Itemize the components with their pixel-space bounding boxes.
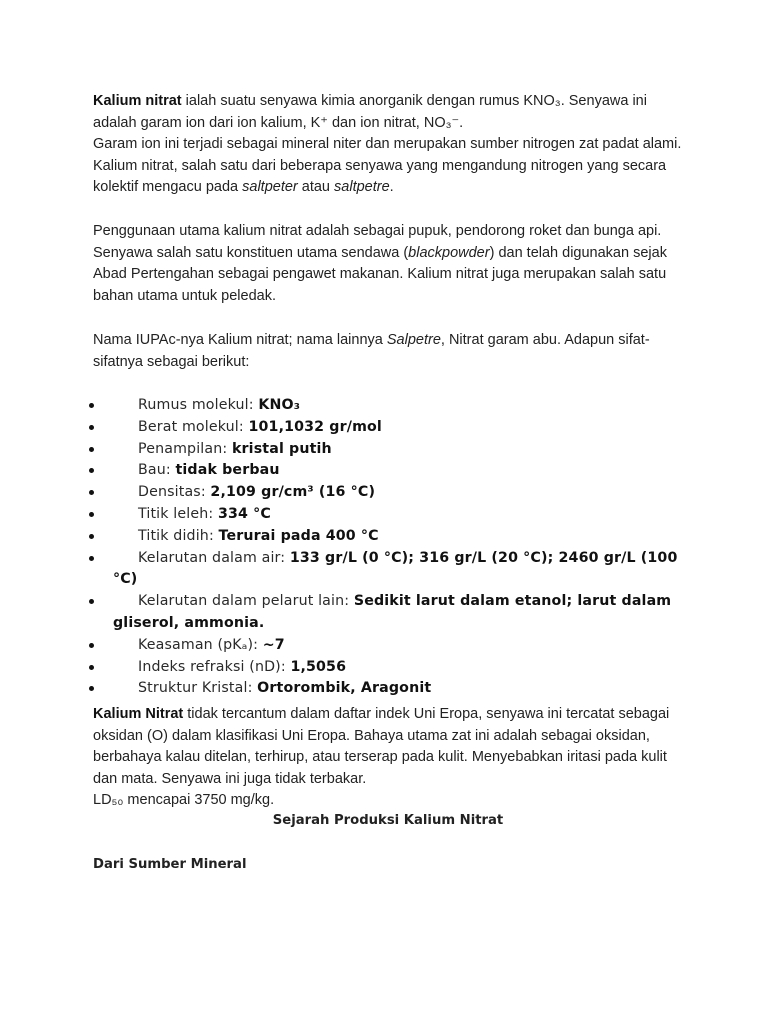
list-item	[88, 657, 688, 679]
property-label: Densitas:	[138, 484, 211, 501]
bullet-icon	[89, 534, 94, 539]
usage-text-1: Penggunaan utama kalium nitrat adalah sebagai pupuk, pendorong roket dan bunga api. Senyawa salah satu konstituen utama sendawa (	[93, 223, 662, 261]
property-value: kristal putih	[231, 440, 332, 457]
safety-text-1: tidak tercantum dalam daftar indek Uni Eropa, senyawa ini tercatat sebagai oksidan (O) dalam klasifikasi Uni Eropa. Bahaya utama zat ini adalah sebagai oksidan, berbahaya kalau ditelan, terhirup, atau terserap pada kulit. Menyebabkan iritasi pada kulit dan mata. Senyawa ini juga tidak terbakar.	[93, 706, 670, 787]
mineral-heading: Dari Sumber Mineral	[93, 857, 247, 872]
iupac-text-2: , Nitrat garam abu. Adapun sifat-sifatnya sebagai berikut:	[93, 332, 650, 370]
property-label: Struktur Kristal:	[138, 680, 258, 697]
intro-text-1: ialah suatu senyawa kimia anorganik dengan rumus KNO₃. Senyawa ini adalah garam ion dari ion kalium, K⁺ dan ion nitrat, NO₃⁻.	[93, 93, 647, 131]
bullet-icon	[89, 490, 94, 495]
list-item	[88, 526, 688, 548]
property-label: Kelarutan dalam air:	[138, 549, 290, 566]
history-heading: Sejarah Produksi Kalium Nitrat	[272, 813, 504, 828]
property-value: Terurai pada 400 °C	[218, 527, 379, 544]
list-item	[88, 678, 688, 700]
bullet-icon	[89, 468, 94, 473]
safety-term: Kalium Nitrat	[93, 706, 184, 722]
property-label: Berat molekul:	[138, 418, 249, 435]
properties-list	[88, 395, 688, 700]
property-label: Titik leleh:	[138, 505, 218, 522]
bullet-icon	[89, 643, 94, 648]
property-label: Keasaman (pKₐ):	[138, 636, 263, 653]
list-item	[88, 635, 688, 657]
property-value: 133 gr/L (0 °C); 316 gr/L (20 °C); 2460 gr/L (100 °C)	[113, 549, 678, 588]
property-label: Indeks refraksi (nD):	[138, 658, 291, 675]
property-value: 2,109 gr/cm³ (16 °C)	[210, 484, 376, 501]
property-value: 334 °C	[217, 505, 271, 522]
iupac-paragraph	[93, 330, 683, 373]
bullet-icon	[89, 447, 94, 452]
list-item	[88, 395, 688, 417]
intro-italic-2: saltpetre	[334, 179, 390, 195]
bullet-icon	[89, 512, 94, 517]
property-value: Sedikit larut dalam etanol; larut dalam gliserol, ammonia.	[113, 593, 672, 631]
bullet-icon	[89, 556, 94, 561]
list-item	[88, 548, 688, 592]
usage-paragraph	[93, 221, 683, 307]
property-label: Penampilan:	[138, 440, 232, 457]
property-value: KNO₃	[258, 397, 301, 413]
intro-italic-1: saltpeter	[242, 179, 298, 195]
list-item	[88, 504, 688, 526]
property-label: Bau:	[138, 462, 176, 479]
property-value: ~7	[262, 636, 285, 653]
iupac-text-1: Nama IUPAc-nya Kalium nitrat; nama lainnya	[93, 332, 387, 348]
property-value: tidak berbau	[175, 462, 280, 479]
intro-term: Kalium nitrat	[93, 93, 182, 109]
usage-text-2: ) dan telah digunakan sejak Abad Pertengahan sebagai pengawet makanan. Kalium nitrat juga merupakan salah satu bahan utama untuk peledak.	[93, 244, 667, 304]
safety-paragraph	[93, 704, 683, 812]
usage-italic: blackpowder	[408, 244, 490, 261]
property-value: 1,5056	[290, 658, 347, 675]
list-item	[88, 482, 688, 504]
bullet-icon	[89, 403, 94, 408]
property-label: Kelarutan dalam pelarut lain:	[138, 593, 354, 610]
safety-text-2: LD₅₀ mencapai 3750 mg/kg.	[93, 792, 275, 808]
property-label: Rumus molekul:	[138, 397, 259, 413]
bullet-icon	[89, 425, 94, 430]
intro-paragraph	[93, 91, 683, 199]
list-item	[88, 439, 688, 461]
intro-end: .	[389, 179, 394, 195]
list-item	[88, 417, 688, 439]
list-item	[88, 591, 688, 635]
bullet-icon	[89, 665, 94, 670]
bullet-icon	[89, 686, 94, 691]
property-value: 101,1032 gr/mol	[248, 418, 382, 435]
intro-text-2: Garam ion ini terjadi sebagai mineral niter dan merupakan sumber nitrogen zat padat alami. Kalium nitrat, salah satu dari beberapa senyawa yang mengandung nitrogen yang secara kolektif mengacu pada	[93, 136, 682, 195]
intro-mid: atau	[297, 179, 335, 195]
property-label: Titik didih:	[138, 527, 219, 544]
bullet-icon	[89, 599, 94, 604]
list-item	[88, 460, 688, 482]
iupac-italic: Salpetre	[386, 332, 441, 348]
property-value: Ortorombik, Aragonit	[257, 680, 432, 697]
